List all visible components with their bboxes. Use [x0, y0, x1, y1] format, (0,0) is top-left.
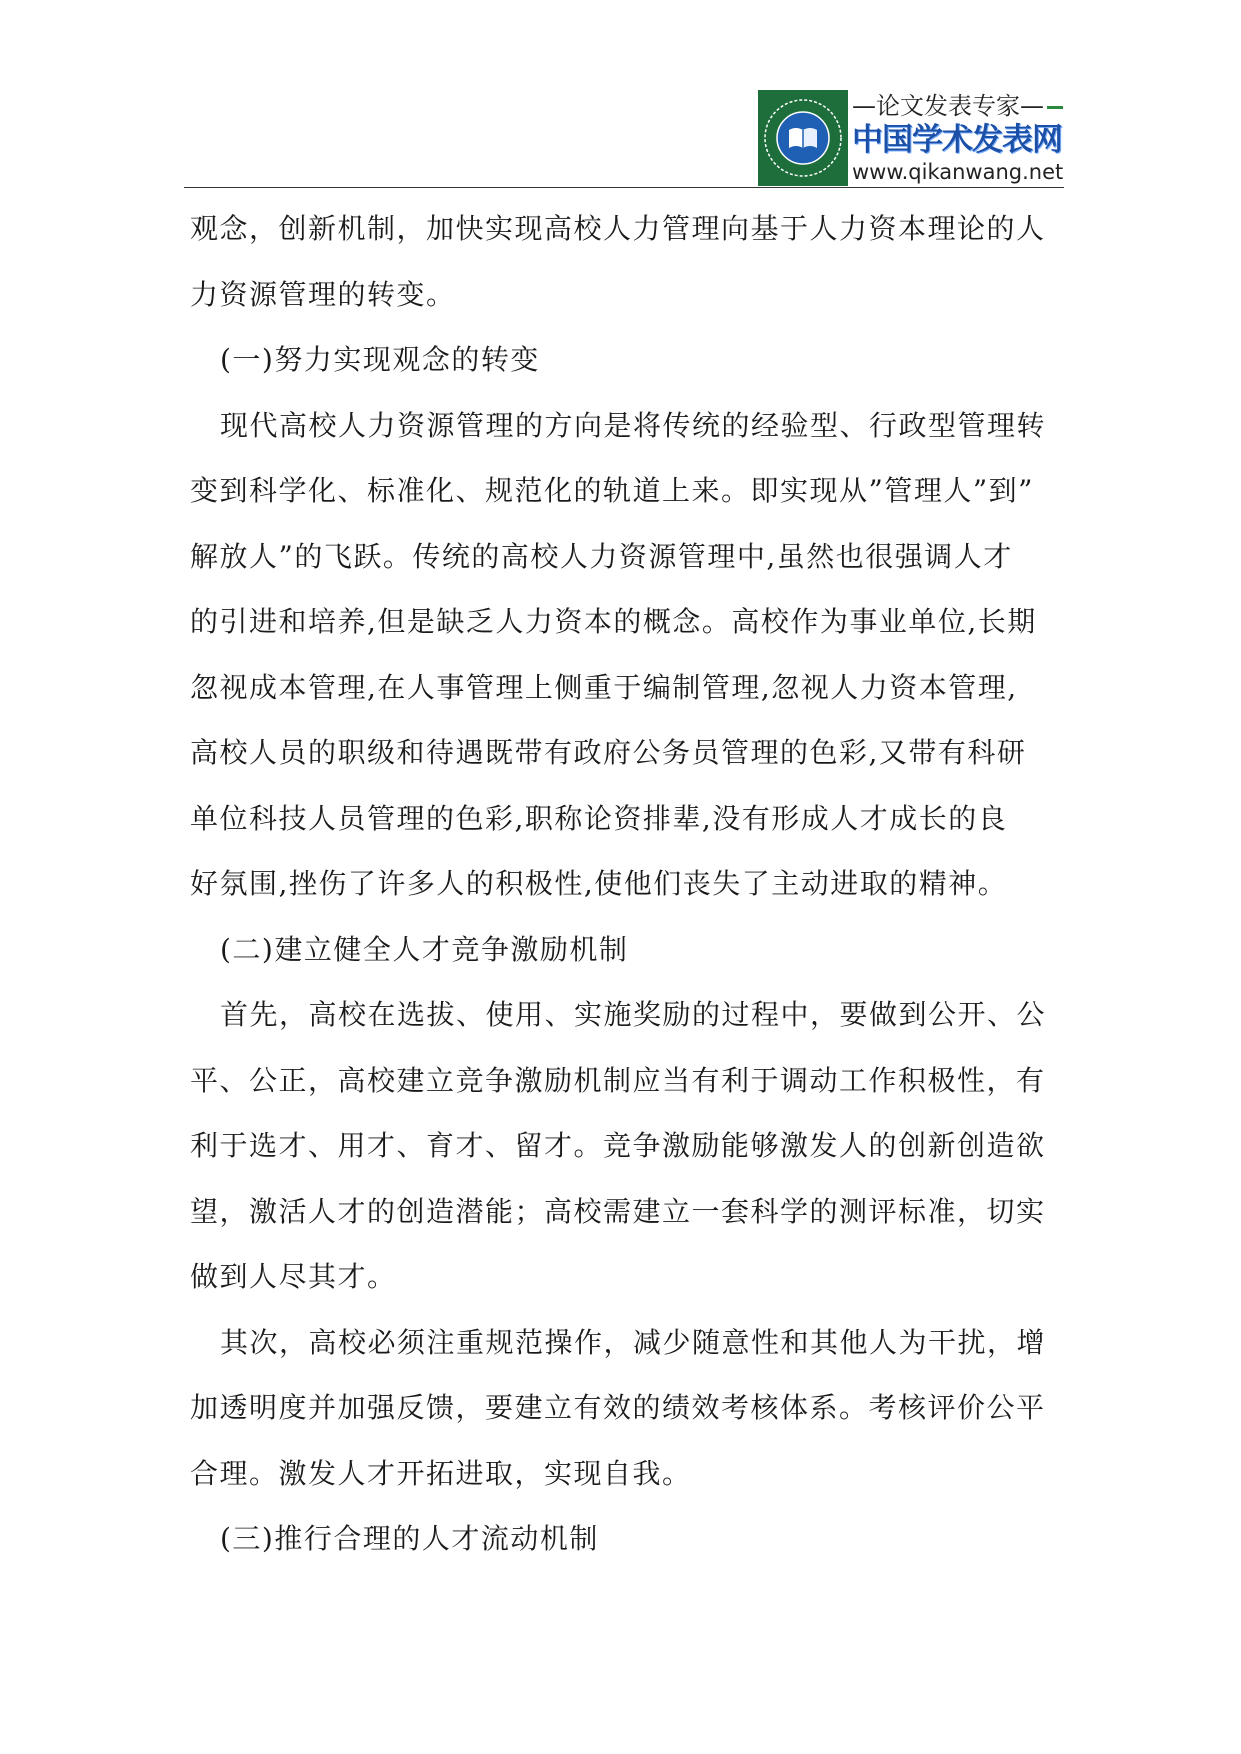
- body-line: 高校人员的职级和待遇既带有政府公务员管理的色彩,又带有科研: [190, 736, 1027, 769]
- body-line: 力资源管理的转变。: [190, 277, 456, 311]
- section-heading: (二)建立健全人才竞争激励机制: [220, 932, 629, 966]
- logo-url: www.qikanwang.net: [852, 160, 1064, 184]
- body-line: 现代高校人力资源管理的方向是将传统的经验型、行政型管理转: [220, 408, 1047, 442]
- body-line: 的引进和培养,但是缺乏人力资本的概念。高校作为事业单位,长期: [190, 605, 1037, 638]
- section-heading: (一)努力实现观念的转变: [220, 343, 540, 376]
- body-line: 忽视成本管理,在人事管理上侧重于编制管理,忽视人力资本管理,: [190, 670, 1018, 704]
- seal-emblem-icon: [758, 90, 848, 186]
- body-line: 单位科技人员管理的色彩,职称论资排辈,没有形成人才成长的良: [190, 801, 1008, 835]
- journal-logo: [758, 90, 1064, 186]
- article-body: [190, 196, 1050, 1572]
- body-line: 做到人尽其才。: [190, 1260, 397, 1293]
- body-line: 望，激活人才的创造潜能；高校需建立一套科学的测评标准，切实: [190, 1194, 1046, 1228]
- logo-tagline: —论文发表专家—: [852, 92, 1063, 120]
- body-line: 观念，创新机制，加快实现高校人力管理向基于人力资本理论的人: [190, 212, 1046, 245]
- body-line: 好氛围,挫伤了许多人的积极性,使他们丧失了主动进取的精神。: [190, 867, 1008, 900]
- body-line: 变到科学化、标准化、规范化的轨道上来。即实现从”管理人”到”: [190, 474, 1034, 507]
- body-line: 平、公正，高校建立竞争激励机制应当有利于调动工作积极性，有: [190, 1063, 1046, 1097]
- body-line: 合理。激发人才开拓进取，实现自我。: [190, 1456, 692, 1490]
- header-divider: [184, 187, 1064, 188]
- section-heading: (三)推行合理的人才流动机制: [220, 1522, 599, 1555]
- body-line: 其次，高校必须注重规范操作，减少随意性和其他人为干扰，增: [220, 1325, 1047, 1359]
- body-line: 利于选才、用才、育才、留才。竞争激励能够激发人的创新创造欲: [190, 1129, 1046, 1162]
- body-line: 加透明度并加强反馈，要建立有效的绩效考核体系。考核评价公平: [190, 1391, 1046, 1424]
- body-line: 首先，高校在选拔、使用、实施奖励的过程中，要做到公开、公: [220, 998, 1047, 1031]
- logo-site-name: 中国学术发表网: [852, 122, 1062, 158]
- body-line: 解放人”的飞跃。传统的高校人力资源管理中,虽然也很强调人才: [190, 539, 1013, 573]
